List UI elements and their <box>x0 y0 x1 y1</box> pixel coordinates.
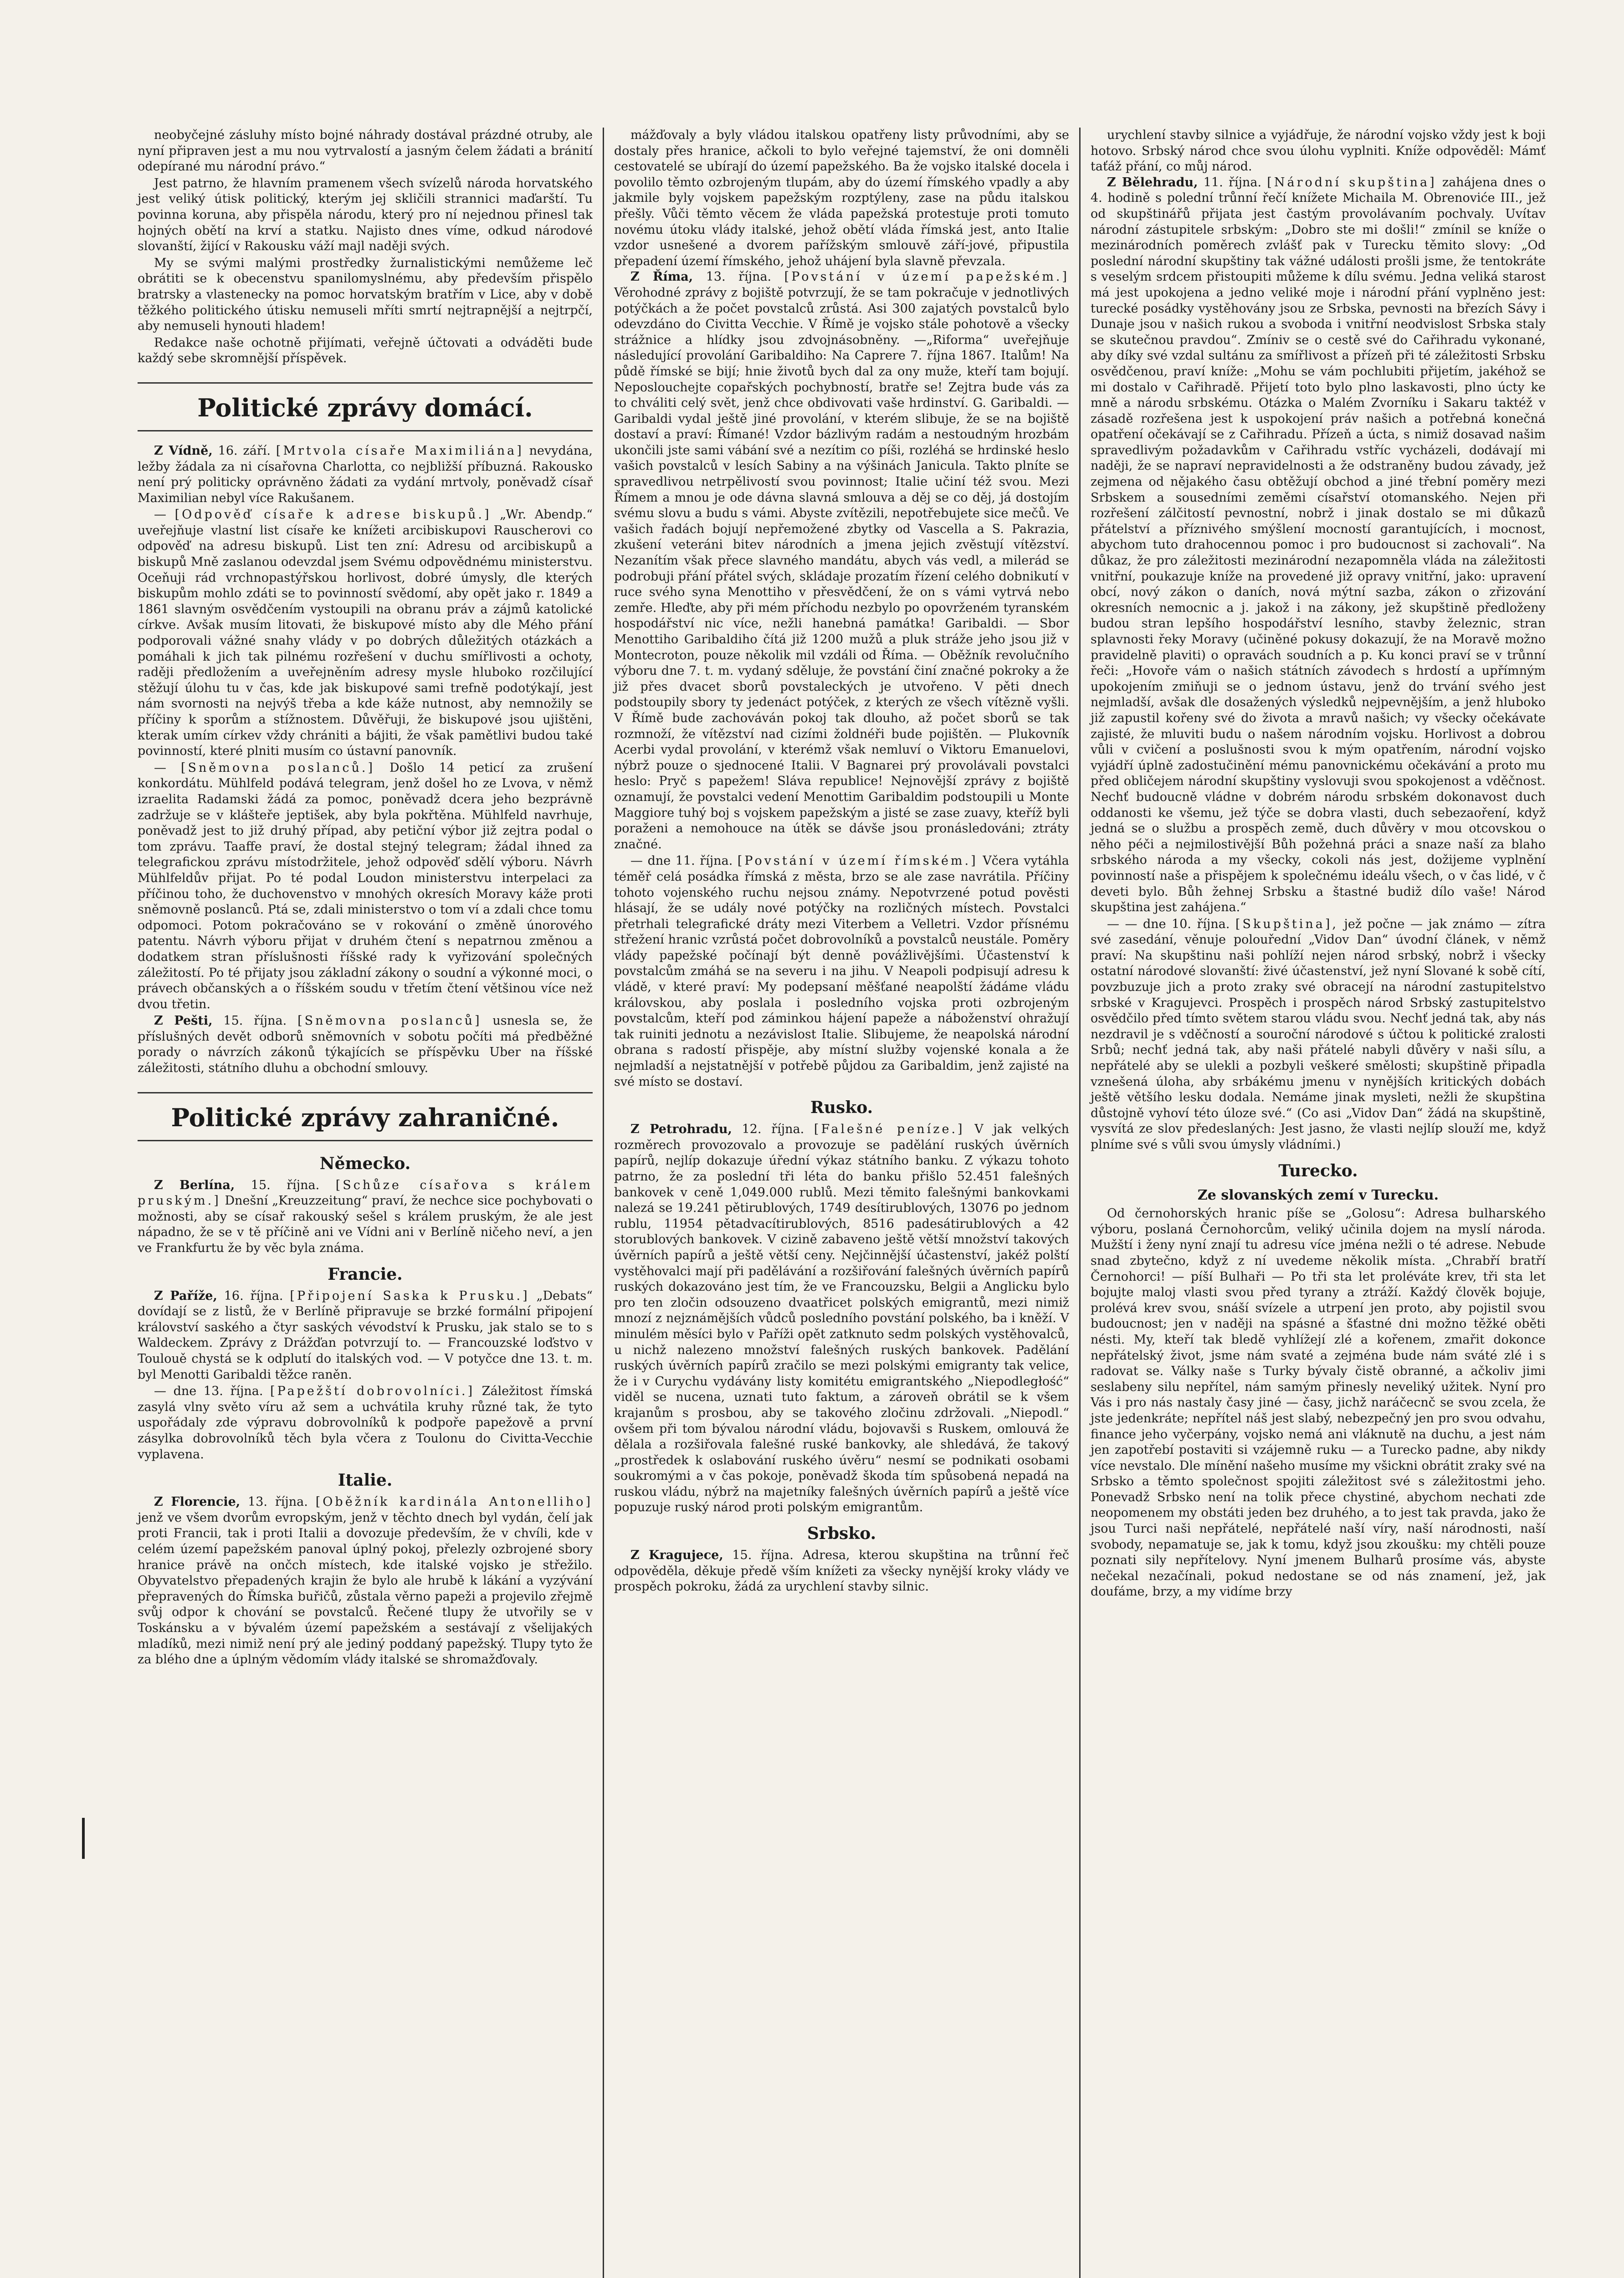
dateline-date: 16. září. <box>218 443 271 458</box>
dateline-place: Z Říma, <box>630 270 693 284</box>
news-item <box>138 1288 593 1383</box>
item-topic: [Papežští dobrovolníci.] <box>270 1384 475 1399</box>
germany-heading: Německo. <box>319 1154 411 1173</box>
dateline-date: 16. října. <box>224 1288 283 1303</box>
item-text: Včera vytáhla téměř celá posádka římská z města, brzo se ale zase navrátila. Příčiny tohoto vojenského ruchu nejsou známy. Nepotvrzené potud pověsti hlásají, že se udály nové potýčky na rozličných místech. Povstalci přetrhali telegrafické dráty mezi Viterbem a Velletri. Vzdor přísnému střežení hranic vzrůstá počet dobrovolníků a povstalců neustále. Poměry vlády papežské počínají být denně povážlivějšími. Účastenství k povstalcům zmáhá se na severu i na jihu. V Neapoli podpisují adresu k vládě, v které praví: My podepsaní měšťané neapolští žádáme vládu královskou, aby poslala i posledního vojska proti ozbrojeným povstalcům, kteří pod záminkou hájení papeže a náboženství ohražují tak ruiniti jednotu a nezávislost Italie. Slibujeme, že neapolská národní obrana s radostí přispěje, aby místní služby vojenské konala a že nejmladší a nejstatnější v potřebě půjdou za Garibaldim, jenž zajisté na své místo se dostaví. <box>614 854 1069 1089</box>
item-text: Od černohorských hranic píše se „Golosu“: Adresa bulharského výboru, poslaná Černohorcům, veliký učinila dojem na myslí národa. Mužští i ženy nyní znají tu adresu více jména nežli o té adrese. Nebude snad zbytečno, když z ní uvedeme několik místa. „Chrabří bratří Černohorci! — píší Bulhaři — Po tři sta let proléváte krev, tři sta let bojujte maloj vlasti svou před tyrany a ztráží. Každý člověk bojuje, prolévá krev svou, snáší svízele a utrpení jen proto, aby pojistil svou budoucnost; jen v naději na spásné a šťastné dni možno těžké oběti nésti. My, kteří tak bledě vyhlížejí zlé a kořenem, zmařit dokonce nepřátelský život, jsme nám svaté a zejména bude nám sváté zlé i s radovat se. Války naše s Turky bývaly čistě obranné, a ačkoliv jimi seslabeny silu nepřítel, nám samým přinesly neveliký užitek. Nyní pro Vás i pro nás nastaly časy jiné — časy, jichž naráčecnč se svou zcela, že jste jedenkráte; nepřítel náš jest slabý, nebezpečný jen pro svou odvahu, finance jeho vyčerpány, vojsko nemá ani vláknutě na duchu, a jest nám jen zapotřebí postaviti si vzájemně ruku — a Turecko padne, aby nikdy více nevstalo. Dle mínění našeho musíme my všickni obrátit zraky své na Srbsko a těmto společnost spojiti záležitost své s záležitostmi jeho. Ponevadž Srbsko není na tolik přece chystiné, abychom nechati zde neopomenem my obstáti jeden bez druhého, a to jest tak pravda, jako že jsou Turci naši nepřátelé, nepřátelé naší víry, naší národnosti, naší svobody, nepamatuje se, jak k tomu, když jsou zkoušku: my chtěli pouze poznati sily nepřítelovy. Nyní jmenem Bulharů prosíme vás, abyste nečekal nezačínali, pokud nedostane se od nás znamení, jež, jak doufáme, brzy, a my vidíme brzy <box>1091 1206 1546 1599</box>
italy-news <box>138 1494 593 1668</box>
dateline-place: Z Vídně, <box>154 443 213 458</box>
item-topic: [Povstání v území papežském.] <box>784 270 1069 284</box>
item-text: Dnešní „Kreuzzeitung“ praví, že nechce sice pochybovati o možnosti, aby se císař rakouský sešel s králem pruským, že ale jest nápadno, že se v tě příčině ani ve Vídni ani v Berlíně ničeho neví, a jen ve Frankfurtu že by věc byla známa. <box>138 1194 593 1256</box>
news-item <box>1091 1206 1546 1600</box>
news-item <box>614 1122 1069 1516</box>
item-topic: [Národní skupština] <box>1267 175 1437 190</box>
news-item <box>138 1178 593 1257</box>
item-text: „Wr. Abendp.“ uveřejňuje vlastní list císaře ke knížeti arcibiskupovi Rauscherovi co odpověď na adresu biskupů. List ten zní: Adresu od arcibiskupů a biskupů Mně zaslanou odevzdal jsem Svému odpovědnému ministerstvu. Oceňuji rád vrchnopastýřskou horlivost, dobré úmysly, dle kterých biskupům mohlo zdáti se to povinností svědomí, aby opět jako r. 1849 a 1861 slavným osvědčením vystoupili na obranu práv a zájmů katolické církve. Avšak musím litovati, že biskupové místo aby dle Mého přání podporovali vážné snahy vlády v po dobrých důležitých otázkách a pomáhali k jich tak pilnému rozřešení v duchu smířlivosti a ochoty, raději předložením a uveřejněním adresy mysle hluboko rozčilující stěžují úlohu tu v čas, kde jak biskupové sami trefně podotýkají, jest nám svornosti na nejvýš třeba a kde káže nutnost, aby nemnožily se příčiny k sporům a stížnostem. Důvěřuji, že biskupové jsou ujištěni, kterak umím církev vždy chrániti a bájiti, že však pamětlivi budou také povinností, které plniti musím co ústavní panovník. <box>138 508 593 759</box>
turkey-subheading: Ze slovanských zemí v Turecku. <box>1197 1187 1439 1203</box>
item-topic: [Povstání v území římském.] <box>737 854 978 868</box>
item-text: Došlo 14 peticí za zrušení konkordátu. Mühlfeld podává telegram, jenž došel ho ze Lvova, v němž izraelita Radamski žádá za pomoc, poněvadž dcera jeho bezprávně zadržuje se v klášteře jeptišek, aby byla pokřtěna. Mühlfeld navrhuje, poněvadž jest to již druhý případ, aby petiční výbor již zejtra podal o tom zprávu. Taaffe praví, že dostal stejný telegram; žádal ihned za telegrafickou zprávu místodržitele, jehož odpověď sdělí výboru. Návrh Mühlfeldův přijat. Po té podal Loudon ministerstvu interpelaci za příčinou toho, že duchovenstvo v mnohých okresích Moravy káže proti sněmovně poslanců. Ptá se, zdali ministerstvo o tom ví a zdali chce tomu odpomoci. Potom pokračováno se v rokování o změně únorového patentu. Návrh výboru přijat v druhém čtení s nepatrnou změnou a dodatkem stran příslušnosti říšské rady k vyřizování společných záležitostí. Po té přijaty jsou základní zákony o soudní a výkonné moci, o právech občanských a o říšském soudu v třetím čtení většinou více než dvou třetin. <box>138 760 593 1011</box>
item-text: jež počne — jak známo — zítra své zasedání, věnuje polouřední „Vidov Dan“ úvodní článek, v němž praví: Na skupštinu naši pohlíží nejen národ srbský, nobrž i všecky ostatní národové slovanští: živé účastenství, jež nyní Slované k sobě cítí, povzbuzuje jich a proto zraky své obracejí na národní zastupitelstvo srbské v Kragujevci. Prospěch i prospěch národ Srbský zastupitelstvo osvědčilo před tímto světem starou vládu svou. Nechť jedná tak, aby nás nezdravil je s vděčností a souroční národové s účtou k politické zralosti Srbů; nechť jedná tak, aby naši přátelé nabyli důvěry v naši sílu, a nepřátelé aby se ulekli a pozbyli veškeré smělosti; skupštině připadla vznešená úloha, aby srbákému jmenu v nynějších kritických dobách ještě většího lesku dodala. Nemáme jinak mysleti, nežli že skupština důstojně vyhoví této úloze své.“ (Co asi „Vidov Dan“ žádá na skupštině, vysvítá ze slov předeslaných: Jest jasno, že vlasti nejlíp slouží me, když plníme své s vůli svou úmysly vládními.) <box>1091 917 1546 1152</box>
news-item <box>614 1548 1069 1595</box>
russia-heading: Rusko. <box>810 1098 873 1118</box>
item-text: nevydána, ležby žádala za ni císařovna Charlotta, co nejbližší příbuzná. Rakousko není prý politicky oprávněno žádati za vydání mrtvoly, poněvadž císař Maximilian nebyl více Rakušanem. <box>138 443 593 505</box>
rome-news <box>614 269 1069 1090</box>
dateline-date: 11. října. <box>1203 175 1262 190</box>
news-item <box>138 507 593 759</box>
dateline-place: Z Berlína, <box>154 1178 235 1192</box>
paragraph: urychlení stavby silnice a vyjádřuje, že národní vojsko vždy jest k boji hotovo. Srbský národ chce svou úlohu vyplniti. Kníže odpověděl: Mámť taťáž přání, co můj národ. <box>1091 128 1546 174</box>
germany-news <box>138 1178 593 1257</box>
item-topic: [Skupština], <box>1235 917 1338 931</box>
paragraph: neobyčejné zásluhy místo bojné náhrady dostával prázdné otruby, ale nyní připraven jest a mu nou vytrvalostí a jasným čelem žádati a bránití odepírané mu národní právo.“ <box>138 128 593 174</box>
dateline-date: 12. října. <box>742 1122 804 1137</box>
dateline-place: Z Pešti, <box>154 1014 213 1028</box>
news-item <box>614 269 1069 852</box>
dateline-place: Z Petrohradu, <box>630 1122 732 1137</box>
dateline-date: 13. října. <box>248 1495 308 1509</box>
dateline-place: Z Kragujece, <box>630 1548 723 1563</box>
item-topic: [Připojení Saska k Prusku.] <box>290 1288 530 1303</box>
dateline-place: Z Paříže, <box>154 1288 217 1303</box>
foreign-news-heading: Politické zprávy zahraničné. <box>138 1092 593 1141</box>
column-3 <box>1079 128 1556 2278</box>
dateline-place: Z Bělehradu, <box>1107 175 1198 190</box>
domestic-news-heading: Politické zprávy domácí. <box>138 382 593 431</box>
dateline-date: — <box>154 760 166 775</box>
item-text: Záležitost římská zasylá vlny světo víru až sem a uchvátila kruhy různé tak, že tyto uspořádaly zde výpravu dobrovolníků k podpoře papežově a první zásylka dobrovolníků těch byla včera z Toulonu do Civitta-Vecchie vyplavena. <box>138 1384 593 1462</box>
turkey-heading: Turecko. <box>1278 1161 1358 1180</box>
paragraph: Jest patrno, že hlavním pramenem všech svízelů národa horvatského jest veliký útisk politický, kterým jej skličili strannici maďarští. Tu povinna koruna, aby přispěla národu, který pro ní nejednou přinesl tak hojných obětí na krví a statku. Najisto dnes víme, odkud národové slovanští, žijící v Rakousku váží majl naději svých. <box>138 176 593 254</box>
news-item <box>1091 917 1546 1153</box>
item-topic: [Oběžník kardinála Antonelliho] <box>315 1495 593 1509</box>
item-topic: [Sněmovna poslanců.] <box>180 760 375 775</box>
item-text: Věrohodné zprávy z bojiště potvrzují, že se tam pokračuje v jednotlivých potýčkách a že počet povstalců zrůstá. Asi 300 zajatých povstalců bylo odevzdáno do Civitta Vecchie. V Římě je vojsko stále pohotově a všecky strážnice a hlídky jsou zdvojnásobněny. —„Riforma“ uveřejňuje následující provolání Garibaldiho: Na Caprere 7. října 1867. Italům! Na půdě římské se bijí; hnie životů bych dal za ony muže, kteří tam bojují. Neposlouchejte copařských pochybností, bratře se! Zejtra bude vás za to chváliti celý svět, jenž chce obdivovati vaše hrdinství. G. Garibaldi. — Garibaldi vydal ještě jiné provolání, v kterém slibuje, že se na bojiště dostaví a praví: Římané! Vzdor bázlivým radám a nestoudným hrozbám ukončili jste sami vábání své a nezítim co píši, rozléhá se hrdinské heslo vašich povstalců v lesích Sabiny a na výšinách Janicula. Takto plníte se spravedlivou netrpělivostí svou povinnost; Italie učiní též svou. Mezi Římem a mnou je ode dávna slavná smlouva a děj se co děj, já dostojím svému slovu a budu s vámi. Abyste zvítězili, nepotřebujete sice mečů. Ve vašich řadách bojují nepřemožené zbytky od Vascella a S. Pakrazia, zkušení veteráni bitev národních a jmena jejich zvěstují vítězství. Nezanítím však přece slavného mandátu, abych vás vedl, a milerád se podrobuji přání přátel svých, skládaje prozatím řízení celého dobnikutí v ruce svého syna Menottiho v přesvědčení, že on s vámi vytrvá nebo zemře. Hleďte, aby při mém příchodu nezbylo po opovrženém tyranském hospodářství nic více, nežli hanebná památka! Garibaldi. — Sbor Menottiho Garibaldiho čítá již 1200 mužů a pluk stráže jeho jsou již v Montecroton, pouze několik mil vzdáli od Říma. — Oběžník revolučního výboru dne 7. t. m. vydaný sděluje, že povstání činí značné pokroky a že již přes dvacet sborů povstaleckých je utvořeno. V pěti dnech podstoupily sbory ty jedenáct potýček, z kterých ze všech vítězně vyšli. V Římě bude zachováván pokoj tak dlouho, až počet sborů se tak rozmnoží, že vítězství nad cizími žoldnéři bude pojištěn. — Plukovník Acerbi vydal provolání, v kterémž však nemluví o Viktoru Emanuelovi, nýbrž pouze o sjednocené Italii. V Bagnarei prý provolávali povstalci heslo: Pryč s papežem! Sláva republice! Nejnovější zprávy z bojiště oznamují, že povstalci vedení Menottim Garibaldim podstoupili u Monte Maggiore tuhý boj s vojskem papežským a jisté se zase zuavy, kteříž byli poraženi a nemohouce na útěk se dávše jsou pronásledováni; ztráty značné. <box>614 285 1069 852</box>
item-topic: [Sněmovna poslanců] <box>297 1014 482 1028</box>
belgrade-news <box>1091 175 1546 1153</box>
serbia-heading: Srbsko. <box>807 1524 876 1544</box>
italy-heading: Italie. <box>338 1471 393 1490</box>
item-text: zahájena dnes o 4. hodině s polední trůnní řečí knížete Michaila M. Obrenoviće III., jež od skupštinářů přijata jest častým provolávaním pochvaly. Uvítav národní zástupitele srbským: „Dobro ste mi došli!“ zmínil se kníže o mezinárodních poměrech zvlášť pak v Turecku těmito slovy: „Od poslední národní skupštiny tak vážné události prošli jsme, že tentokráte s veselým srdcem přistoupiti můžeme k dílu svému. Jedna veliká starost má jest upokojena a jedno veliké moje i národní přání vyplněno jest: turecké posádky vystěhovány jsou ze Srbska, pevnosti na březích Sávy i Dunaje jsou v našich rukou a svoboda i vnitřní neodvislost Srbska staly se skutečnou pravdou“. Zmíniv se o cestě své do Cařihradu vykonané, aby díky své vzdal sultánu za smířlivost a přízeň při té záležitosti Srbsku osvědčenou, praví kníže: „Mohu se vám pochlubiti přijetím, jakéhož se mi dostalo v Cařihradě. Přijetí toto bylo plno laskavosti, plno úcty ke mně a národu srbskému. Otázka o Malém Zvorníku i Sakaru taktéž v zásadě rozřešena jest k uspokojení práv našich a potřebná konečná opatření očekávají se z Cařihradu. Přízeň a úcta, s nimiž dosavad našim spravedlivým požadavkům v Cařihradu vstříc vycházeli, dodávají mi naději, že se napraví nepravidelnosti a že odstraněny budou závady, jež zejmena od nějakého času obtěžují obchod a jiné třební poměry mezi Srbskem a sousedními zeměmi císařství otomanského. Nejen při rozřešení zálčitostí pevnostní, nobrž i jinak dostalo se mi důkazů přátelství a příznivého smýšlení mocností garantujících, i mocnost, abychom tuto drahocennou pomoc i pro budoucnost si zachovali“. Na důkaz, že pro záležitosti mezinárodní nezapomněla vláda na záležitosti vnitřní, poukazuje kníže na provedené již opravy vnitřní, jako: upravení obcí, nový zákon o daních, nová mýtní sazba, zákon o zřizování okresních nemocnic a j. jakož i na zákony, jež skupštině předloženy budou stran lepšího hospodářství lesního, stavby železnic, stran splavnosti řeky Moravy (učiněné pokusy dokazují, že na Moravě možno pravidelně plaviti) o opravách soudních a p. Ku konci praví se v trůnní řeči: „Hovoře vám o našich státních závodech s hrdostí a upřímným upokojením zmiňuji se o jednom ústavu, jenž do trvání svého jest nejmladší, avšak dle dosažených výsledků nejpevnějším, a jenž hluboko již zapustil kořeny své do života a mravů našich; vy všecky očekávate zajisté, že mluviti budu o našem národním vojsku. Horlivost a dobrou vůli v cvičení a poslušnosti svou k mým opatřením, národní vojsko vyjádří úplně zadostučinění mému panovnickému očekávání a proto mu před obličejem národní skupštiny vyslovuji svou spokojenost a vděčnost. Nechť budoucně vládne v dobrém národu srbském dokonavost duch oddanosti ke všemu, jež týče se dobra vlasti, duch sebezaoření, když jedná se o službu a prospěch země, duch důvěry v mou otcovskou o něho péči a nejmilostivější Bůh požehná práci a snaze naší za blaho srbského národa a my všecky, cokoli nás jest, dožijeme vyplnění povinností naše a přispějem k společnému ideálu všech, o v čas lidé, v č deveti bylo. Bůh žehnej Srbsku a štastné budiž dílo vaše! Národ skupština jest zahájena.“ <box>1091 175 1546 915</box>
france-heading: Francie. <box>328 1264 403 1284</box>
dateline-date: 15. října. <box>223 1014 287 1028</box>
news-item <box>138 760 593 1013</box>
serbia-news <box>614 1548 1069 1595</box>
dateline-place: Z Florencie, <box>154 1495 241 1509</box>
column-1 <box>128 128 603 2278</box>
item-text: jenž ve všem dvorům evropským, jenž v těchto dnech byl vydán, čelí jak proti Francii, tak i proti Italii a dovozuje především, že v chvíli, kde v celém území papežském panoval úplný pokoj, přelezly ozbrojené sbory hranice právě na ončch místech, kde italské vojsko je střežilo. Obyvatelstvo přepadených krajin že bylo ale hrubě k lákání a vyzývání přepravených do Římska buřičů, zůstala věrno papeži a projevilo zřejmě svůj odpor k chování se povstalců. Řečené tlupy že utvořily se v Toskánsku a v bývalém území papežském a sestávají z všelijakých mladíků, mezi nimiž není prý ale jediný poddaný papežský. Tlupy tyto že za blého dne a úplným vědomím vlády italské se shromažďovaly. <box>138 1510 593 1667</box>
news-item <box>138 443 593 506</box>
news-item <box>1091 175 1546 916</box>
france-news <box>138 1288 593 1463</box>
news-item <box>138 1494 593 1668</box>
dateline-date: 15. října. <box>251 1178 320 1192</box>
serbia-continued <box>1091 128 1546 175</box>
domestic-news <box>138 443 593 1077</box>
italy-continued <box>614 128 1069 269</box>
item-text: V jak velkých rozměrech provozovalo a provozuje se padělání ruských úvěrních papírů, nejlíp dokazuje úřední výkaz státního banku. Z výkazu tohoto patrno, že za poslední tři léta do banku přišlo 52.451 falešných bankovek v ceně 1,049.000 rublů. Mezi těmito falešnými bankovkami nalezá se 19.241 pětirublových, 1749 desítirublových, 13076 po jednom rublu, 11954 pětadvacítirublových, 8516 padesátirublových a 42 storublových bankovek. V cizině zabaveno ještě větší množství takových úvěrních papírů a ještě větší ceny. Nejčinnější účastenství, jakéž polští vystěhovalci mají při padělávání a rozšiřování falešných úvěrních papírů ruských dokazováno jest tím, že ve Francouzsku, Belgii a Anglicku bylo pro ten zločin odsouzeno dvaatřicet polských emigrantů, mezi nimiž mnozí z nejznámějších vůdců posledního povstání polského, ba i kněží. V minulém měsíci bylo v Paříži opět zatknuto sedm polských vystěhovalců, u nichž nalezeno množství falešných ruských bankovek. Padělání ruských úvěrních papírů zračilo se mezi polskými emigranty tak velice, že i v Curychu vydávány listy komitétu emigrantského „Niepodległość“ viděl se nucena, uznati tuto faktum, a zároveň obrátil se k všem krajanům s prosbou, aby se takového zločinu zdržovali. „Niepodl.“ ovšem při tom bývalou národní vládu, bojovavši s Ruskem, omlouvá že dělala a rozšiřovala falešné ruské bankovky, ale shledává, že takový „prostředek k oslabování ruského úvěru“ nesmí se podnikati osobami soukromými a v čas pokoje, poněvadž škoda tím spůsobená nepadá na ruskou vládu, nýbrž na majetníky falešných úvěrních papírů a ještě více popuzuje ruský národ proti polským emigrantům. <box>614 1122 1069 1515</box>
turkey-news <box>1091 1206 1546 1600</box>
item-text: „Debats“ dovídají se z listů, že v Berlíně připravuje se brzké formální připojení království saského a čtyr saských vévodství k Prusku, jak stalo se to s Waldeckem. Zprávy z Drážďan potvrzují to. — Francouzské loďstvo v Toulouě chystá se k odplutí do italských vod. — V potyčce dne 13. t. m. byl Menotti Garibaldi těžce raněn. <box>138 1288 593 1382</box>
dateline-date: — dne 11. října. <box>630 854 733 868</box>
dateline-date: — dne 13. října. <box>154 1384 263 1399</box>
item-topic: [Schůze císařova s králem pruským.] <box>138 1178 593 1208</box>
dateline-date: — <box>154 508 166 522</box>
news-item <box>614 853 1069 1090</box>
item-topic: [Falešné peníze.] <box>814 1122 965 1137</box>
dateline-date: 15. října. <box>732 1548 794 1563</box>
item-topic: [Mrtvola císaře Maximiliána] <box>276 443 524 458</box>
dateline-date: 13. října. <box>706 270 772 284</box>
paragraph: Redakce naše ochotně přijímati, veřejně účtovati a odváděti bude každý sebe skromnější příspěvek. <box>138 335 593 366</box>
paragraph: mážďovaly a byly vládou italskou opatřeny listy průvodními, aby se dostaly přes hranice, ačkoli to bylo veřejné tajemství, že oni domněli cestovatelé se ubírají do území papežského. Ba že vojsko italské docela i povolilo těmto ozbrojeným tlupám, aby do území římského vpadly a aby jakmile byly vojskem papežským rozptýleny, zase na půdu italskou přešly. Vůči těmto věcem že vláda papežská protestuje proti tomuto novému útoku vlády italské, jehož obětí vláda římská jest, anto Italie vzdor usnešené a dvorem pařížským smlouvě září-jové, připustila přepadení území římského, jehož uhájení byla slavně převzala. <box>614 128 1069 268</box>
margin-mark <box>82 1818 85 1859</box>
news-item <box>138 1013 593 1076</box>
intro-article <box>138 128 593 367</box>
item-text: usnesla se, že příslušných devět odborů sněmovních v sobotu počíti má předběžné porady o návrzích zákonů týkajících se příspěvku Uber na říšské záležitosti, státního dluhu a obchodní smlouvy. <box>138 1014 593 1076</box>
news-item <box>138 1384 593 1462</box>
paragraph: My se svými malými prostředky žurnalistickými nemůžeme leč obrátiti se k obecenstvu spanilomyslnému, aby především přispělo bratrsky a vlastenecky na pomoc horvatským bratřím v Lice, aby v době těžkého politického útisku nemuseli mříti smrtí nejtrapnější a nejtrpčí, aby nemuseli hynouti hladem! <box>138 256 593 333</box>
item-text: Adresa, kterou skupština na trůnní řeč odpověděla, děkuje předě vším knížeti za všecky nynější kroky vlády ve prospěch pokroku, žádá za urychlení stavby silnic. <box>614 1548 1069 1594</box>
column-2 <box>603 128 1079 2278</box>
item-topic: [Odpověď císaře k adrese biskupů.] <box>174 508 492 522</box>
russia-news <box>614 1122 1069 1516</box>
columns <box>128 128 1556 2278</box>
dateline-date: — — dne 10. října. <box>1107 917 1230 931</box>
